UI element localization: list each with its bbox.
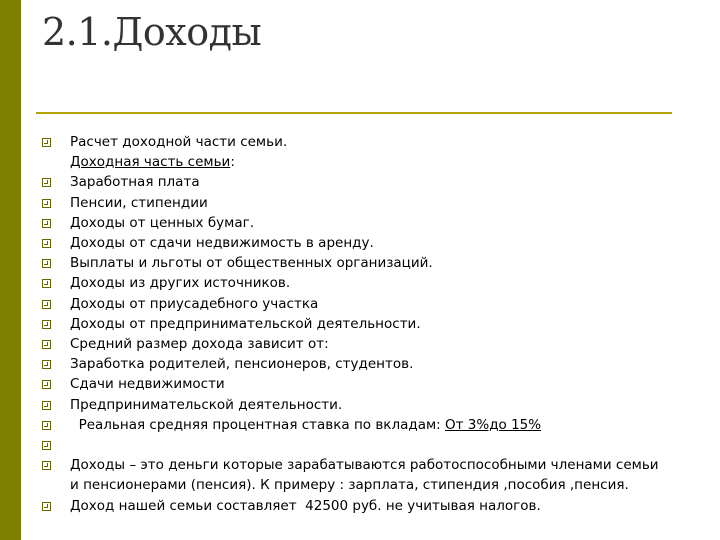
square-bullet-icon (42, 421, 51, 430)
list-item (42, 273, 682, 293)
square-bullet-icon (42, 259, 51, 268)
square-bullet-icon (42, 199, 51, 208)
item-text: Доходы от предпринимательской деятельности. (70, 315, 421, 332)
item-text: Средний размер дохода зависит от: (70, 336, 329, 353)
bullet-list (42, 132, 682, 516)
list-item (42, 455, 682, 495)
item-text: Доходы из других источников. (70, 275, 291, 292)
list-item (42, 233, 682, 253)
square-bullet-icon (42, 360, 51, 369)
list-item (42, 314, 682, 334)
square-bullet-icon (42, 441, 51, 450)
list-item (42, 374, 682, 394)
item-text: Доход нашей семьи составляет 42500 руб. не учитывая налогов. (70, 497, 541, 514)
list-item (42, 395, 682, 415)
square-bullet-icon (42, 279, 51, 288)
item-text: Доходы от сдачи недвижимость в аренду. (70, 235, 374, 252)
underlined-rate-range: От 3%до 15% (445, 416, 542, 433)
item-text: Доходы от приусадебного участка (70, 295, 319, 312)
title-divider (36, 112, 672, 114)
item-text-line2: и пенсионерами (пенсия). К примеру : зарплата, стипендия ,пособия ,пенсия. (70, 477, 629, 494)
list-item (42, 294, 682, 314)
item-text: Доходы от ценных бумаг. (70, 214, 254, 231)
item-text: Доходы – это деньги которые зарабатываются работоспособными членами семьи (70, 457, 659, 474)
square-bullet-icon (42, 380, 51, 389)
list-item (42, 193, 682, 213)
square-bullet-icon (42, 219, 51, 228)
list-item (42, 213, 682, 233)
list-item (42, 132, 682, 172)
list-item (42, 415, 682, 435)
item-text: Сдачи недвижимости (70, 376, 225, 393)
underlined-text: Доходная часть семьи (70, 154, 231, 171)
left-accent-bar (0, 0, 21, 540)
item-text: Предпринимательской деятельности. (70, 396, 343, 413)
square-bullet-icon (42, 461, 51, 470)
slide-title: 2.1.Доходы (42, 10, 262, 54)
list-item (42, 496, 682, 516)
square-bullet-icon (42, 300, 51, 309)
item-text: Расчет доходной части семьи. (70, 134, 288, 150)
square-bullet-icon (42, 401, 51, 410)
item-text: Заработка родителей, пенсионеров, студентов. (70, 356, 414, 373)
list-item (42, 354, 682, 374)
list-item-empty (42, 435, 682, 455)
list-item (42, 253, 682, 273)
list-item (42, 172, 682, 192)
item-text-line2 (70, 152, 682, 172)
item-text: Выплаты и льготы от общественных организаций. (70, 255, 433, 272)
item-text: Реальная средняя процентная ставка по вкладам: (70, 416, 445, 433)
square-bullet-icon (42, 340, 51, 349)
item-text: Пенсии, стипендии (70, 194, 208, 211)
item-text-suffix: : (230, 154, 235, 171)
list-item (42, 334, 682, 354)
square-bullet-icon (42, 138, 51, 147)
square-bullet-icon (42, 239, 51, 248)
square-bullet-icon (42, 320, 51, 329)
square-bullet-icon (42, 178, 51, 187)
square-bullet-icon (42, 502, 51, 511)
item-text: Заработная плата (70, 174, 200, 191)
